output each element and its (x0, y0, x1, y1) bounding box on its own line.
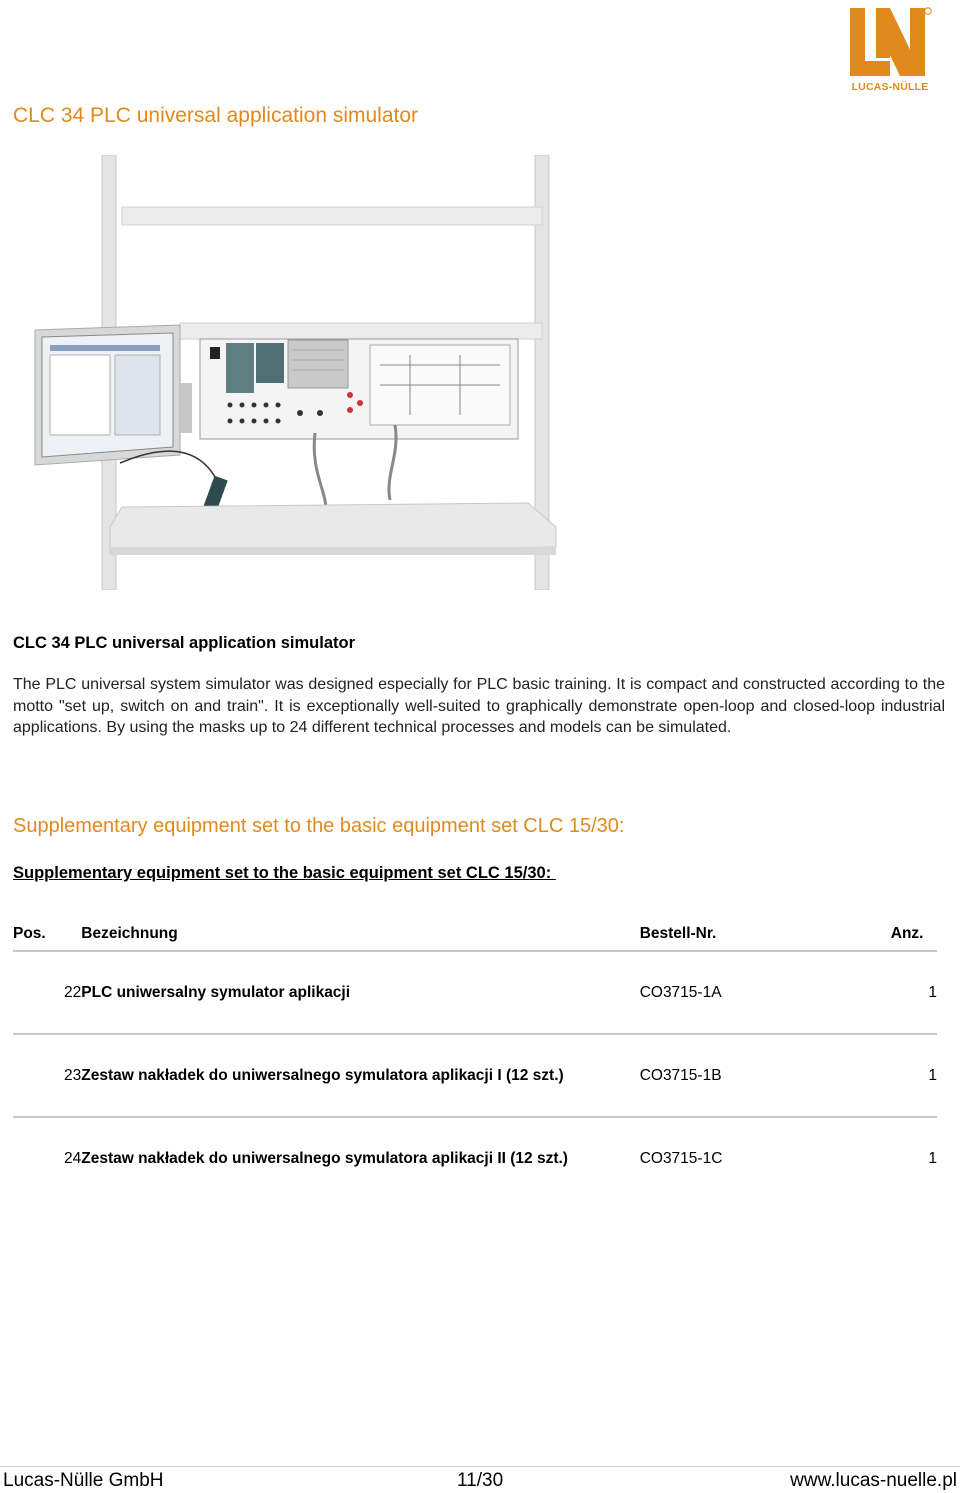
table-row (13, 951, 937, 1034)
row-pos: 24 (64, 1149, 82, 1167)
row-order-no: CO3715-1A (640, 951, 891, 1034)
supplementary-subtitle: Supplementary equipment set to the basic equipment set CLC 15/30: (13, 864, 556, 882)
row-name: Zestaw nakładek do uniwersalnego symulatora aplikacji II (12 szt.) (81, 1149, 568, 1167)
row-name: PLC uniwersalny symulator aplikacji (81, 951, 639, 1034)
footer-divider (0, 1466, 960, 1467)
row-order-no: CO3715-1C (639, 1149, 723, 1167)
plc-workstation-photo (30, 155, 560, 590)
product-name: CLC 34 PLC universal application simulator (13, 634, 355, 652)
row-qty: 1 (891, 1034, 937, 1117)
footer-company: Lucas-Nülle GmbH (3, 1470, 164, 1491)
row-qty: 1 (928, 1149, 937, 1167)
logo-text: LUCAS-NÜLLE (851, 81, 929, 93)
row-name: Zestaw nakładek do uniwersalnego symulatora aplikacji I (12 szt.) (81, 1034, 639, 1117)
product-description: The PLC universal system simulator was designed especially for PLC basic training. It is compact and constructed according to the motto "set up, switch on and train". It is exceptionally well-suited to graphically demonstrate open-loop and closed-loop industrial applications. By using the masks up to 24 different technical processes and models can be simulated. (13, 676, 945, 736)
table-header-row (13, 918, 937, 951)
row-qty: 1 (891, 951, 937, 1034)
footer-website-link[interactable]: www.lucas-nuelle.pl (790, 1470, 957, 1491)
table-row (13, 1117, 937, 1199)
row-order-no: CO3715-1B (640, 1034, 891, 1117)
ln-logo-icon (848, 6, 932, 82)
page-title: CLC 34 PLC universal application simulator (13, 104, 419, 127)
row-pos: 22 (13, 951, 81, 1034)
footer-page-number: 11/30 (457, 1470, 504, 1491)
row-pos: 23 (13, 1034, 81, 1117)
table-row (13, 1034, 937, 1117)
equipment-table (13, 918, 937, 1199)
column-header-order-no: Bestell-Nr. (640, 918, 891, 951)
column-header-pos: Pos. (13, 918, 81, 951)
supplementary-title: Supplementary equipment set to the basic equipment set CLC 15/30: (13, 815, 625, 837)
column-header-qty: Anz. (891, 918, 937, 951)
lucas-nuelle-logo (848, 6, 932, 94)
column-header-name: Bezeichnung (81, 918, 639, 951)
